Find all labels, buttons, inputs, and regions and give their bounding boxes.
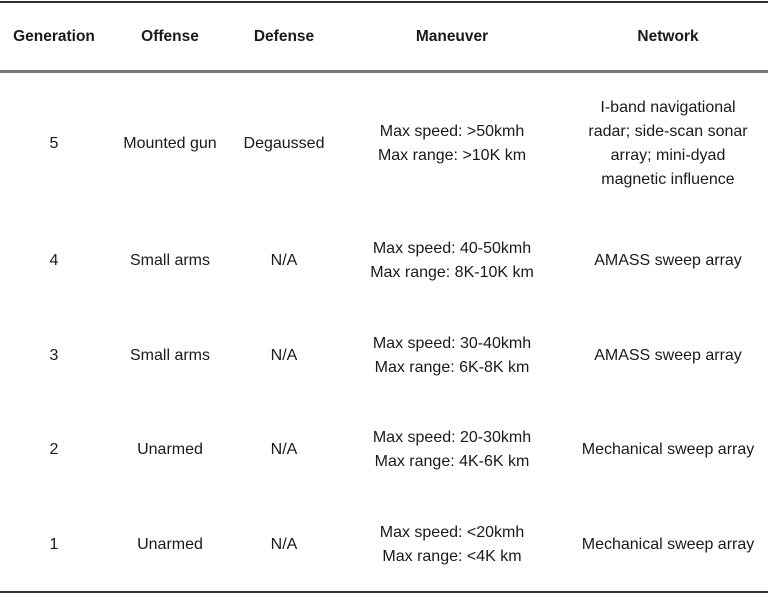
network-line: magnetic influence [601, 170, 735, 188]
cell-generation: 2 [49, 441, 59, 459]
cell-defense: N/A [270, 535, 298, 553]
maneuver-line: Max range: 4K-6K km [374, 453, 530, 471]
cell-maneuver [336, 73, 568, 214]
maneuver-line: Max speed: 20-30kmh [372, 429, 532, 447]
cell-defense: Degaussed [243, 134, 325, 152]
network-line: Mechanical sweep array [581, 535, 755, 553]
cell-offense: Mounted gun [123, 134, 217, 152]
cell-offense: Small arms [129, 346, 210, 364]
network-line: AMASS sweep array [594, 346, 742, 364]
table-row [0, 309, 768, 404]
generations-table [0, 3, 768, 592]
cell-defense: N/A [270, 346, 298, 364]
maneuver-line: Max speed: 40-50kmh [372, 240, 532, 258]
table-row [0, 498, 768, 593]
network-line: I-band navigational [600, 98, 736, 116]
cell-generation: 4 [49, 252, 59, 270]
cell-generation: 5 [49, 134, 59, 152]
cell-network [568, 403, 768, 498]
maneuver-line: Max speed: >50kmh [379, 122, 525, 140]
maneuver-line: Max speed: 30-40kmh [372, 334, 532, 352]
header-network: Network [637, 27, 699, 45]
cell-defense: N/A [270, 252, 298, 270]
maneuver-line: Max range: <4K km [382, 547, 522, 565]
cell-defense: N/A [270, 441, 298, 459]
cell-generation: 1 [49, 535, 59, 553]
header-row [0, 3, 768, 70]
cell-offense: Unarmed [137, 441, 203, 459]
header-generation: Generation [13, 27, 95, 45]
header-maneuver: Maneuver [415, 27, 489, 45]
maneuver-line: Max range: >10K km [377, 146, 527, 164]
cell-network [568, 214, 768, 309]
header-defense: Defense [253, 27, 315, 45]
cell-maneuver [336, 403, 568, 498]
network-line: radar; side-scan sonar [588, 122, 748, 140]
network-line: AMASS sweep array [594, 252, 742, 270]
maneuver-line: Max range: 6K-8K km [374, 358, 530, 376]
cell-network [568, 498, 768, 593]
cell-offense: Unarmed [137, 535, 203, 553]
cell-network [568, 309, 768, 404]
maneuver-line: Max range: 8K-10K km [370, 264, 534, 282]
cell-maneuver [336, 214, 568, 309]
table-row [0, 73, 768, 214]
cell-maneuver [336, 498, 568, 593]
table-row [0, 403, 768, 498]
cell-offense: Small arms [129, 252, 210, 270]
table-row [0, 214, 768, 309]
cell-network [568, 73, 768, 214]
network-line: array; mini-dyad [610, 146, 726, 164]
cell-maneuver [336, 309, 568, 404]
network-line: Mechanical sweep array [581, 441, 755, 459]
header-offense: Offense [141, 27, 199, 45]
cell-generation: 3 [49, 346, 59, 364]
maneuver-line: Max speed: <20kmh [379, 523, 525, 541]
